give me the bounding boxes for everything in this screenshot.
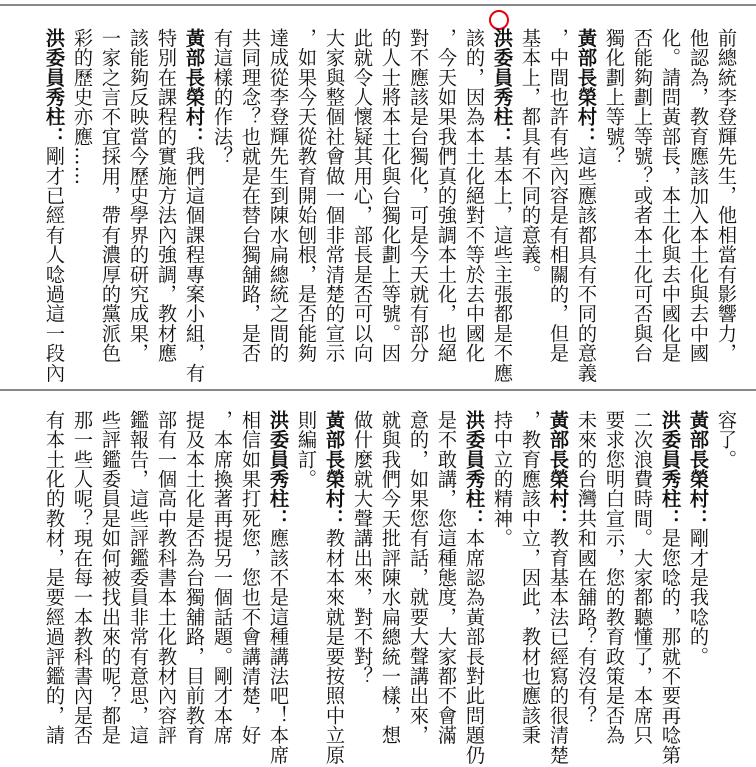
column-bottom-10: 洪委員秀柱：本席認為黃部長對此問題仍 — [463, 410, 486, 765]
column-top-4: 否能夠劃上等號？或者本土化可否與台 — [631, 28, 654, 363]
column-bottom-1: 容了。 — [715, 410, 738, 470]
column-bottom-11: 是不敢講，您這種態度，大家都不會滿 — [435, 410, 458, 745]
column-top-5: 獨化劃上等號？ — [603, 28, 626, 166]
column-bottom-4: 二次浪費時間。大家都聽懂了，本席只 — [631, 410, 654, 745]
column-bottom-22: 鑑報告，這些評鑑委員非常有意思，這 — [127, 410, 150, 745]
column-top-3: 化。請問黃部長，本土化與去中國化是 — [659, 28, 682, 363]
column-bottom-21: 部有一個高中教科書本土化教材內容評 — [155, 410, 178, 745]
column-bottom-16: 則編訂。 — [295, 410, 318, 489]
column-bottom-2: 黃部長榮村：剛才是我唸的。 — [687, 410, 710, 667]
column-top-21: 特別在課程的實施方法內強調，教材應 — [155, 28, 178, 363]
column-top-25: 洪委員秀柱：剛才已經有人唸過這一段內 — [43, 28, 66, 383]
column-bottom-6: 未來的台灣共和國在舖路？有沒有？ — [575, 410, 598, 726]
column-top-11: ，今天如果我們真的強調本土化，也絕 — [435, 28, 458, 363]
column-top-12: 對不應該是台獨化，可是今天就有部分 — [407, 28, 430, 363]
column-bottom-8: ，教育應該中立，因此，教材也應該秉 — [519, 410, 542, 745]
section-divider — [0, 389, 756, 391]
column-bottom-12: 意的，如果您有話，就要大聲講出來， — [407, 410, 430, 745]
column-bottom-24: 那一些人呢？現在每一本教科書內是否 — [71, 410, 94, 745]
column-top-13: 的人士將本土化與台獨化劃上等號。因 — [379, 28, 402, 363]
column-bottom-3: 洪委員秀柱：是您唸的，那就不要再唸第 — [659, 410, 682, 765]
column-top-16: ，如果今天從教育開始刨根，是否能夠 — [295, 28, 318, 363]
column-top-17: 達成從李登輝先生到陳水扁總統之間的 — [267, 28, 290, 363]
column-bottom-19: ，本席換著再提另一個話題。剛才本席 — [211, 410, 234, 745]
column-top-10: 該的，因為本土化絕對不等於去中國化 — [463, 28, 486, 363]
column-top-20: 黃部長榮村：我們這個課程專案小組，有 — [183, 28, 206, 383]
column-top-18: 共同理念？也就是在替台獨舖路，是否 — [239, 28, 262, 363]
column-top-19: 有這樣的作法？ — [211, 28, 234, 166]
red-circle-marker — [489, 10, 509, 30]
column-bottom-17: 洪委員秀柱：應該不是這種講法吧！本席 — [267, 410, 290, 765]
column-top-15: 大家與整個社會做一個非常清楚的宣示 — [323, 28, 346, 363]
column-bottom-13: 就與我們今天批評陳水扁總統一樣，想 — [379, 410, 402, 745]
column-top-23: 一家之言不宜採用，帶有濃厚的黨派色 — [99, 28, 122, 363]
column-bottom-15: 黃部長榮村：教材本來就是要按照中立原 — [323, 410, 346, 765]
column-bottom-5: 要求您明白宣示，您的教育政策是否為 — [603, 410, 626, 745]
column-top-2: 他認為，教育應該加入本土化與去中國 — [687, 28, 710, 363]
column-top-6: 黃部長榮村：這些應該都具有不同的意義 — [575, 28, 598, 383]
column-bottom-7: 黃部長榮村：教育基本法已經寫的很清楚 — [547, 410, 570, 765]
column-top-1: 前總統李登輝先生，他相當有影響力， — [715, 28, 738, 363]
column-bottom-20: 提及本土化是否為台獨舖路，目前教育 — [183, 410, 206, 745]
column-bottom-9: 持中立的精神。 — [491, 410, 514, 548]
column-top-24: 彩的歷史亦應…… — [71, 28, 94, 186]
column-bottom-23: 些評鑑委員是如何被找出來的呢？都是 — [99, 410, 122, 745]
column-top-14: 此就令人懷疑其用心，部長是否可以向 — [351, 28, 374, 363]
column-bottom-25: 有本土化的教材，是要經過評鑑的，請 — [43, 410, 66, 745]
top-rule — [0, 4, 756, 6]
column-top-9: 洪委員秀柱：基本上，這些主張都是不應 — [491, 28, 514, 383]
column-top-8: 基本上，都具有不同的意義。 — [519, 28, 542, 285]
column-top-7: ，中間也許有些內容是有相關的，但是 — [547, 28, 570, 363]
column-bottom-18: 相信如果打死您，您也不會講清楚，好 — [239, 410, 262, 745]
column-bottom-14: 做什麼就大聲講出來，對不對？ — [351, 410, 374, 686]
column-top-22: 該能夠反映當今歷史學界的研究成果， — [127, 28, 150, 363]
